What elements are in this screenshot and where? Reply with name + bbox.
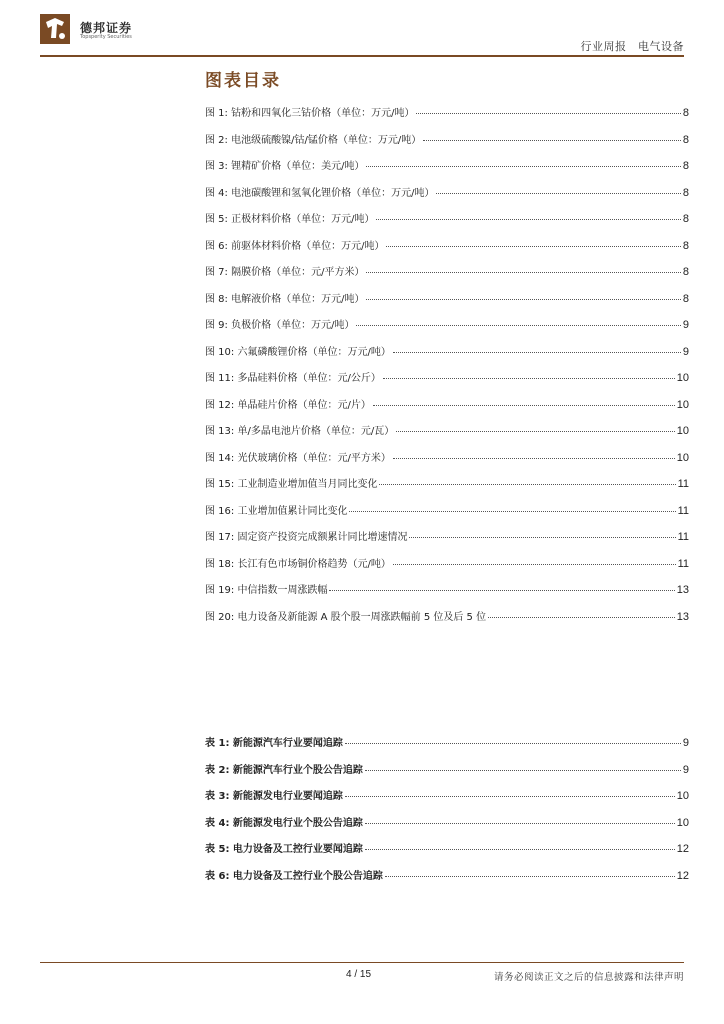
figure-entry-page: 8 <box>682 107 689 119</box>
dot-leader <box>436 193 680 194</box>
figure-entry-page: 8 <box>682 160 689 172</box>
footer-disclaimer: 请务必阅读正文之后的信息披露和法律声明 <box>493 972 684 983</box>
dot-leader <box>386 246 680 247</box>
figure-entry-page: 10 <box>676 425 689 437</box>
figure-entry-page: 8 <box>682 133 689 146</box>
figure-entry-label: 图 11: 多晶硅料价格（单位：元/公斤） <box>205 373 381 384</box>
dot-leader <box>366 166 680 167</box>
figure-entry-label: 图 2: 电池级硫酸镍/钴/锰价格（单位：万元/吨） <box>205 134 422 146</box>
page-header <box>0 0 724 60</box>
table-entry-label: 表 4: 新能源发电行业个股公告追踪 <box>205 817 363 829</box>
table-entry[interactable] <box>205 761 689 788</box>
figure-entry[interactable] <box>205 343 689 370</box>
table-entry-page: 10 <box>676 816 689 829</box>
dot-leader <box>383 378 675 379</box>
dot-leader <box>329 590 674 591</box>
figure-entry[interactable] <box>205 396 689 423</box>
figure-entry-page: 13 <box>676 584 689 596</box>
table-entry-page: 10 <box>676 790 689 802</box>
figure-entry-page: 10 <box>676 372 689 384</box>
dot-leader <box>376 219 680 220</box>
dot-leader <box>393 352 681 353</box>
figure-entry-label: 图 8: 电解液价格（单位：万元/吨） <box>205 293 365 305</box>
figure-entry-label: 图 4: 电池碳酸锂和氢氧化锂价格（单位：万元/吨） <box>205 187 435 199</box>
table-entry-page: 12 <box>676 869 689 882</box>
table-entry[interactable] <box>205 734 689 761</box>
dot-leader <box>356 325 680 326</box>
figure-list <box>205 104 689 634</box>
table-entry-label: 表 2: 新能源汽车行业个股公告追踪 <box>205 764 363 776</box>
figure-entry-label: 图 19: 中信指数一周涨跌幅 <box>205 585 328 596</box>
figure-entry-label: 图 12: 单晶硅片价格（单位：元/片） <box>205 399 371 411</box>
table-entry[interactable] <box>205 814 689 841</box>
figure-entry-label: 图 10: 六氟磷酸锂价格（单位：万元/吨） <box>205 346 391 358</box>
dot-leader <box>366 299 680 300</box>
figure-entry[interactable] <box>205 449 689 476</box>
figure-entry[interactable] <box>205 475 689 502</box>
figure-entry[interactable] <box>205 528 689 555</box>
table-entry-page: 9 <box>682 737 689 749</box>
report-category: 行业周报 电气设备 <box>580 40 684 53</box>
figure-entry[interactable] <box>205 502 689 529</box>
footer-divider <box>40 962 684 963</box>
dot-leader <box>345 796 675 797</box>
dot-leader <box>416 113 680 114</box>
table-entry-label: 表 3: 新能源发电行业要闻追踪 <box>205 791 343 802</box>
figure-entry[interactable] <box>205 369 689 396</box>
table-entry-page: 12 <box>676 843 689 855</box>
figure-entry-label: 图 13: 单/多晶电池片价格（单位：元/瓦） <box>205 426 395 437</box>
figure-entry[interactable] <box>205 237 689 264</box>
figure-entry-page: 8 <box>682 213 689 225</box>
header-divider <box>40 55 684 57</box>
figure-entry-page: 10 <box>676 451 689 464</box>
table-entry-label: 表 5: 电力设备及工控行业要闻追踪 <box>205 844 363 855</box>
brand-name: 德邦证券 <box>80 21 133 35</box>
figure-entry-label: 图 9: 负极价格（单位：万元/吨） <box>205 320 355 331</box>
dot-leader <box>365 849 675 850</box>
figure-entry-label: 图 20: 电力设备及新能源 A 股个股一周涨跌幅前 5 位及后 5 位 <box>205 611 487 623</box>
figure-entry-label: 图 17: 固定资产投资完成额累计同比增速情况 <box>205 532 408 543</box>
figure-entry-label: 图 1: 钴粉和四氧化三钴价格（单位：万元/吨） <box>205 108 415 119</box>
figure-entry-page: 11 <box>677 504 689 517</box>
figure-entry[interactable] <box>205 316 689 343</box>
table-entry-label: 表 6: 电力设备及工控行业个股公告追踪 <box>205 870 383 882</box>
figure-entry-page: 8 <box>682 292 689 305</box>
dot-leader <box>379 484 675 485</box>
figure-entry[interactable] <box>205 422 689 449</box>
dot-leader <box>349 511 675 512</box>
figure-entry-page: 11 <box>677 478 689 490</box>
figure-entry-page: 8 <box>682 239 689 252</box>
figure-entry-page: 8 <box>682 266 689 278</box>
figure-entry-label: 图 18: 长江有色市场铜价格趋势（元/吨） <box>205 558 391 570</box>
dot-leader <box>393 458 675 459</box>
toc-title: 图表目录 <box>205 71 281 91</box>
figure-entry-label: 图 7: 隔膜价格（单位：元/平方米） <box>205 267 365 278</box>
table-entry[interactable] <box>205 787 689 814</box>
table-entry[interactable] <box>205 867 689 894</box>
figure-entry[interactable] <box>205 157 689 184</box>
dot-leader <box>423 140 681 141</box>
figure-entry-label: 图 3: 锂精矿价格（单位：美元/吨） <box>205 161 365 172</box>
table-entry-label: 表 1: 新能源汽车行业要闻追踪 <box>205 738 343 749</box>
figure-entry[interactable] <box>205 131 689 158</box>
dot-leader <box>366 272 680 273</box>
figure-entry-label: 图 16: 工业增加值累计同比变化 <box>205 505 348 517</box>
figure-entry[interactable] <box>205 581 689 608</box>
dot-leader <box>409 537 675 538</box>
figure-entry[interactable] <box>205 608 689 635</box>
figure-entry[interactable] <box>205 104 689 131</box>
figure-entry[interactable] <box>205 263 689 290</box>
dot-leader <box>365 823 675 824</box>
figure-entry-page: 9 <box>682 345 689 358</box>
dot-leader <box>396 431 675 432</box>
brand-logo-icon <box>40 14 70 44</box>
figure-entry[interactable] <box>205 555 689 582</box>
dot-leader <box>385 876 675 877</box>
dot-leader <box>365 770 681 771</box>
figure-entry-page: 13 <box>676 610 689 623</box>
figure-entry[interactable] <box>205 290 689 317</box>
figure-entry-label: 图 5: 正极材料价格（单位：万元/吨） <box>205 214 375 225</box>
figure-entry-page: 11 <box>677 557 689 570</box>
table-entry[interactable] <box>205 840 689 867</box>
dot-leader <box>488 617 675 618</box>
figure-entry-page: 8 <box>682 186 689 199</box>
figure-entry-page: 11 <box>677 531 689 543</box>
table-list <box>205 734 689 893</box>
figure-entry-label: 图 15: 工业制造业增加值当月同比变化 <box>205 479 378 490</box>
page-number: 4 / 15 <box>346 969 372 980</box>
figure-entry[interactable] <box>205 210 689 237</box>
brand-subtitle: Topsperity Securities <box>80 34 132 40</box>
figure-entry-page: 10 <box>676 398 689 411</box>
table-entry-page: 9 <box>682 763 689 776</box>
figure-entry-page: 9 <box>682 319 689 331</box>
figure-entry[interactable] <box>205 184 689 211</box>
dot-leader <box>373 405 675 406</box>
dot-leader <box>345 743 681 744</box>
dot-leader <box>393 564 676 565</box>
figure-entry-label: 图 14: 光伏玻璃价格（单位：元/平方米） <box>205 452 391 464</box>
figure-entry-label: 图 6: 前驱体材料价格（单位：万元/吨） <box>205 240 385 252</box>
